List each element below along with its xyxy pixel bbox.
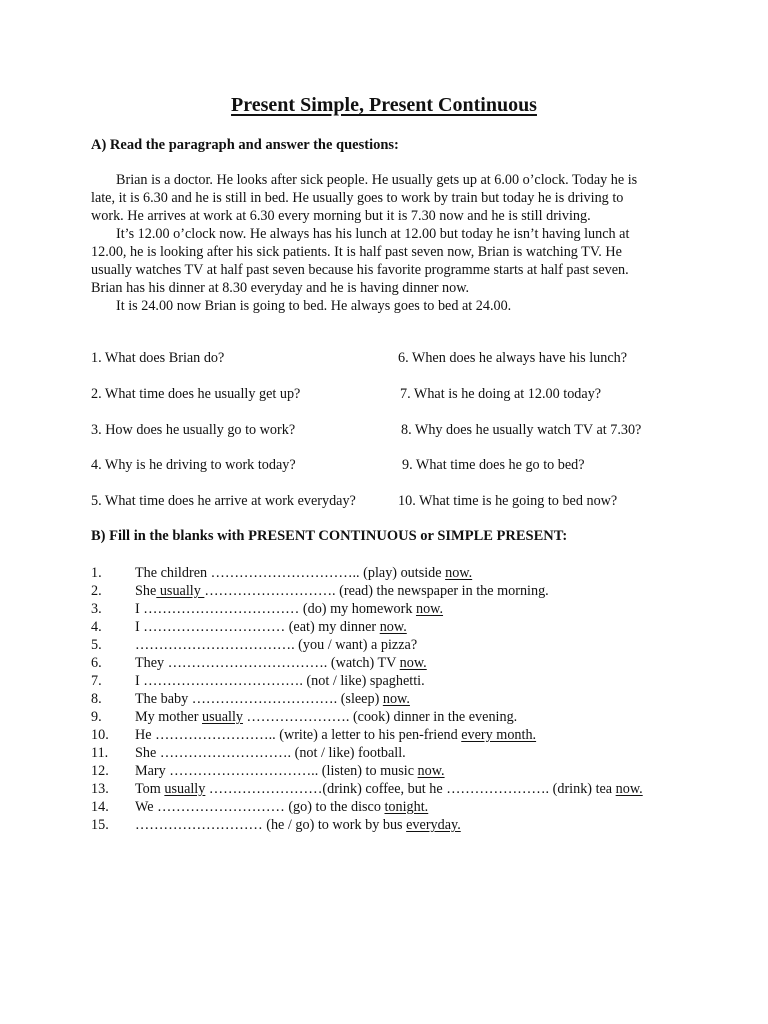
exercise-text: They ……………………………. (watch) TV now. [135, 655, 427, 671]
time-expression: now. [379, 619, 407, 635]
question-5: 5. What time does he arrive at work everyday? [91, 493, 356, 509]
time-expression: now. [615, 781, 643, 797]
paragraph-line: It’s 12.00 o’clock now. He always has his lunch at 12.00 but today he isn’t having lunch at [116, 226, 630, 242]
time-expression: usually [156, 583, 205, 599]
exercise-number: 6. [91, 655, 102, 671]
section-b-heading: B) Fill in the blanks with PRESENT CONTINUOUS or SIMPLE PRESENT: [91, 528, 568, 544]
time-expression: every month. [461, 727, 537, 743]
question-4: 4. Why is he driving to work today? [91, 457, 296, 473]
paragraph-line: Brian is a doctor. He looks after sick people. He usually gets up at 6.00 o’clock. Today he is [116, 172, 638, 188]
exercise-number: 4. [91, 619, 102, 635]
paragraph-line: Brian has his dinner at 8.30 everyday and he is having dinner now. [91, 280, 470, 296]
time-expression: usually [202, 709, 243, 725]
exercise-text: I ………………………… (eat) my dinner now. [135, 619, 407, 635]
exercise-text: She usually ………………………. (read) the newspaper in the morning. [135, 583, 549, 599]
question-8: 8. Why does he usually watch TV at 7.30? [401, 422, 642, 438]
exercise-number: 15. [91, 817, 109, 833]
exercise-text: We ……………………… (go) to the disco tonight. [135, 799, 429, 815]
time-expression: usually [164, 781, 206, 797]
exercise-number: 2. [91, 583, 102, 599]
question-2: 2. What time does he usually get up? [91, 386, 301, 402]
paragraph-line: late, it is 6.30 and he is still in bed. He usually goes to work by train but today he is driving to [91, 190, 624, 206]
exercise-number: 9. [91, 709, 102, 725]
page-title-text: Present Simple, Present Continuous [231, 94, 537, 116]
exercise-text: The children ………………………….. (play) outside now. [135, 565, 473, 581]
time-expression: now. [417, 763, 445, 779]
paragraph-line: It is 24.00 now Brian is going to bed. He always goes to bed at 24.00. [116, 298, 512, 314]
exercise-text: I …………………………… (do) my homework now. [135, 601, 444, 617]
exercise-text: ……………………………. (you / want) a pizza? [135, 637, 418, 653]
page-title [0, 92, 768, 118]
paragraph-line: usually watches TV at half past seven because his favorite programme starts at half past seven. [91, 262, 629, 278]
exercise-text: My mother usually …………………. (cook) dinner in the evening. [135, 709, 518, 725]
exercise-number: 3. [91, 601, 102, 617]
exercise-text: He …………………….. (write) a letter to his pen-friend every month. [135, 727, 537, 743]
time-expression: now. [415, 601, 444, 617]
time-expression: tonight. [384, 799, 429, 815]
exercise-number: 13. [91, 781, 109, 797]
time-expression: everyday. [406, 817, 461, 833]
question-1: 1. What does Brian do? [91, 350, 225, 366]
exercise-number: 12. [91, 763, 109, 779]
question-6: 6. When does he always have his lunch? [398, 350, 628, 366]
question-7: 7. What is he doing at 12.00 today? [400, 386, 602, 402]
exercise-text: Mary ………………………….. (listen) to music now. [135, 763, 445, 779]
question-3: 3. How does he usually go to work? [91, 422, 296, 438]
exercise-number: 14. [91, 799, 109, 815]
exercise-number: 8. [91, 691, 102, 707]
exercise-text: Tom usually ……………………(drink) coffee, but he …………………. (drink) tea now. [135, 781, 643, 797]
time-expression: now. [399, 655, 427, 671]
time-expression: now. [445, 565, 473, 581]
exercise-text: She ………………………. (not / like) football. [135, 745, 406, 761]
question-9: 9. What time does he go to bed? [402, 457, 585, 473]
paragraph-line: 12.00, he is looking after his sick patients. It is half past seven now, Brian is watching TV. He [91, 244, 622, 260]
exercise-number: 7. [91, 673, 102, 689]
exercise-text: ……………………… (he / go) to work by bus everyday. [135, 817, 461, 833]
exercise-number: 5. [91, 637, 102, 653]
exercise-number: 1. [91, 565, 102, 581]
time-expression: now. [382, 691, 410, 707]
paragraph-line: work. He arrives at work at 6.30 every morning but it is 7.30 now and he is still driving. [91, 208, 591, 224]
exercise-number: 10. [91, 727, 109, 743]
exercise-number: 11. [91, 745, 109, 761]
reading-paragraph [91, 171, 677, 315]
exercise-text: The baby …………………………. (sleep) now. [135, 691, 410, 707]
exercise-text: I ……………………………. (not / like) spaghetti. [135, 673, 425, 689]
question-10: 10. What time is he going to bed now? [398, 493, 618, 509]
section-a-heading: A) Read the paragraph and answer the questions: [91, 137, 399, 153]
